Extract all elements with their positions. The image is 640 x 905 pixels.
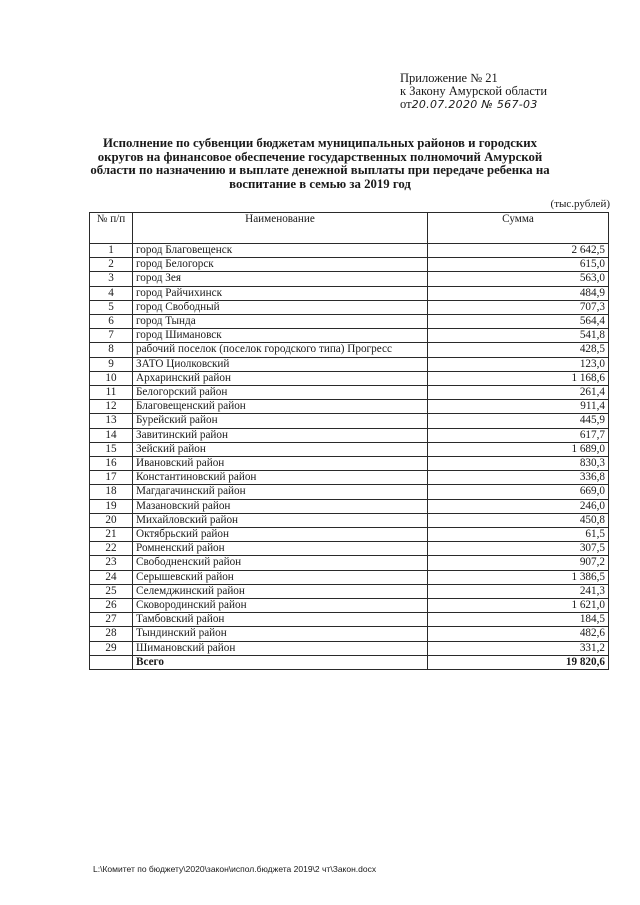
row-sum: 482,6	[428, 627, 609, 641]
row-name: Свободненский район	[133, 556, 428, 570]
row-sum: 1 689,0	[428, 442, 609, 456]
row-sum: 2 642,5	[428, 244, 609, 258]
table-row	[90, 300, 609, 314]
row-number: 16	[90, 457, 133, 471]
appendix-date-line	[400, 98, 547, 111]
table-row	[90, 442, 609, 456]
table-row	[90, 428, 609, 442]
table-row	[90, 485, 609, 499]
row-name: рабочий поселок (поселок городского типа) Прогресс	[133, 343, 428, 357]
table-row	[90, 542, 609, 556]
row-sum: 707,3	[428, 300, 609, 314]
table-row	[90, 627, 609, 641]
row-number: 12	[90, 400, 133, 414]
header-number: № п/п	[90, 213, 133, 244]
row-name: Октябрьский район	[133, 528, 428, 542]
table-row	[90, 471, 609, 485]
row-name: Шимановский район	[133, 641, 428, 655]
document-title: Исполнение по субвенции бюджетам муниципальных районов и городских округов на финансовое обеспечение государственных полномочий Амурской области по назначению и выплате денежной выплаты при передаче ребенка на воспитание в семью за 2019 год	[90, 136, 550, 191]
row-number: 29	[90, 641, 133, 655]
table-header-row	[90, 213, 609, 244]
total-empty-cell	[90, 655, 133, 669]
row-number: 10	[90, 371, 133, 385]
row-sum: 830,3	[428, 457, 609, 471]
table-row	[90, 414, 609, 428]
table-total-row	[90, 655, 609, 669]
table-row	[90, 499, 609, 513]
table-row	[90, 556, 609, 570]
table-row	[90, 315, 609, 329]
row-number: 27	[90, 613, 133, 627]
appendix-date-prefix: от	[400, 97, 412, 111]
row-name: Сковородинский район	[133, 599, 428, 613]
row-number: 1	[90, 244, 133, 258]
table-row	[90, 641, 609, 655]
row-name: город Шимановск	[133, 329, 428, 343]
row-name: Белогорский район	[133, 386, 428, 400]
appendix-date-handwritten: 20.07.2020 № 567-03	[411, 98, 538, 111]
row-number: 23	[90, 556, 133, 570]
table-row	[90, 584, 609, 598]
row-sum: 123,0	[428, 357, 609, 371]
row-sum: 336,8	[428, 471, 609, 485]
row-sum: 564,4	[428, 315, 609, 329]
row-sum: 541,8	[428, 329, 609, 343]
row-sum: 563,0	[428, 272, 609, 286]
row-number: 21	[90, 528, 133, 542]
row-number: 2	[90, 258, 133, 272]
row-sum: 615,0	[428, 258, 609, 272]
table-row	[90, 457, 609, 471]
table-body	[90, 244, 609, 670]
table-row	[90, 371, 609, 385]
row-sum: 445,9	[428, 414, 609, 428]
row-sum: 184,5	[428, 613, 609, 627]
row-number: 8	[90, 343, 133, 357]
row-number: 11	[90, 386, 133, 400]
row-sum: 1 168,6	[428, 371, 609, 385]
row-name: Серышевский район	[133, 570, 428, 584]
row-name: Константиновский район	[133, 471, 428, 485]
appendix-number: Приложение № 21	[400, 71, 498, 85]
row-sum: 484,9	[428, 286, 609, 300]
table-row	[90, 386, 609, 400]
row-number: 6	[90, 315, 133, 329]
table-row	[90, 286, 609, 300]
table-row	[90, 613, 609, 627]
table-row	[90, 400, 609, 414]
row-name: Архаринский район	[133, 371, 428, 385]
row-number: 24	[90, 570, 133, 584]
row-sum: 907,2	[428, 556, 609, 570]
table-row	[90, 570, 609, 584]
row-number: 7	[90, 329, 133, 343]
table-row	[90, 329, 609, 343]
row-sum: 428,5	[428, 343, 609, 357]
row-name: город Белогорск	[133, 258, 428, 272]
row-sum: 261,4	[428, 386, 609, 400]
table-row	[90, 513, 609, 527]
row-sum: 911,4	[428, 400, 609, 414]
row-name: Тындинский район	[133, 627, 428, 641]
row-sum: 307,5	[428, 542, 609, 556]
row-name: город Зея	[133, 272, 428, 286]
row-sum: 241,3	[428, 584, 609, 598]
row-name: Селемджинский район	[133, 584, 428, 598]
row-name: Завитинский район	[133, 428, 428, 442]
row-number: 3	[90, 272, 133, 286]
header-sum: Сумма	[428, 213, 609, 244]
row-name: город Благовещенск	[133, 244, 428, 258]
table-row	[90, 244, 609, 258]
row-name: Ромненский район	[133, 542, 428, 556]
row-number: 28	[90, 627, 133, 641]
row-name: Благовещенский район	[133, 400, 428, 414]
row-name: город Свободный	[133, 300, 428, 314]
row-name: город Райчихинск	[133, 286, 428, 300]
row-name: Ивановский район	[133, 457, 428, 471]
file-path-footer: L:\Комитет по бюджету\2020\закон\испол.бюджета 2019\2 чт\Закон.docx	[93, 864, 377, 874]
header-name: Наименование	[133, 213, 428, 244]
total-label: Всего	[133, 655, 428, 669]
row-number: 25	[90, 584, 133, 598]
row-name: ЗАТО Циолковский	[133, 357, 428, 371]
row-sum: 669,0	[428, 485, 609, 499]
row-sum: 246,0	[428, 499, 609, 513]
row-name: Мазановский район	[133, 499, 428, 513]
row-number: 4	[90, 286, 133, 300]
row-number: 14	[90, 428, 133, 442]
row-sum: 1 386,5	[428, 570, 609, 584]
row-name: Магдагачинский район	[133, 485, 428, 499]
row-number: 19	[90, 499, 133, 513]
row-sum: 450,8	[428, 513, 609, 527]
row-number: 17	[90, 471, 133, 485]
row-sum: 331,2	[428, 641, 609, 655]
row-number: 22	[90, 542, 133, 556]
table-row	[90, 357, 609, 371]
row-name: Тамбовский район	[133, 613, 428, 627]
row-name: Михайловский район	[133, 513, 428, 527]
row-name: город Тында	[133, 315, 428, 329]
appendix-law: к Закону Амурской области	[400, 84, 548, 98]
row-name: Зейский район	[133, 442, 428, 456]
row-sum: 61,5	[428, 528, 609, 542]
total-sum: 19 820,6	[428, 655, 609, 669]
table-row	[90, 528, 609, 542]
table-row	[90, 343, 609, 357]
subvention-table	[89, 212, 609, 670]
row-number: 5	[90, 300, 133, 314]
row-number: 18	[90, 485, 133, 499]
table-row	[90, 272, 609, 286]
table-row	[90, 258, 609, 272]
row-number: 26	[90, 599, 133, 613]
row-sum: 617,7	[428, 428, 609, 442]
table-row	[90, 599, 609, 613]
appendix-block	[400, 72, 547, 111]
row-sum: 1 621,0	[428, 599, 609, 613]
units-label: (тыс.рублей)	[550, 198, 610, 210]
row-name: Бурейский район	[133, 414, 428, 428]
row-number: 20	[90, 513, 133, 527]
row-number: 15	[90, 442, 133, 456]
row-number: 9	[90, 357, 133, 371]
row-number: 13	[90, 414, 133, 428]
